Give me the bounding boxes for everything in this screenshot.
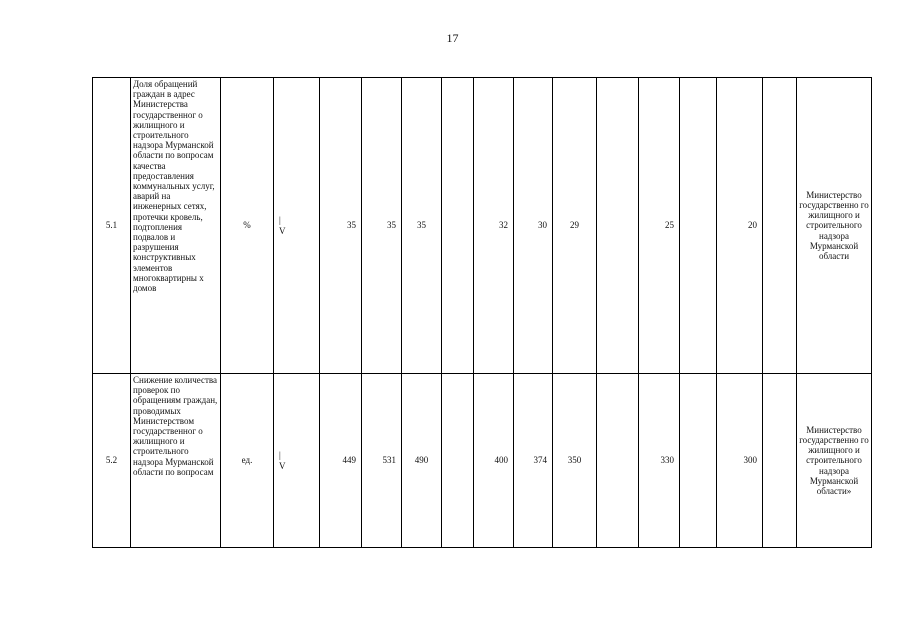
responsible-cell: Министерство государственно го жилищного и строительного надзора Мурманской области»	[797, 374, 872, 548]
value-cell: 300	[717, 374, 763, 548]
unit-cell: ед.	[221, 374, 274, 548]
value-cell	[597, 78, 639, 374]
value-cell: 35	[362, 78, 402, 374]
value-cell	[763, 78, 797, 374]
value-cell: 32	[474, 78, 514, 374]
responsible-cell: Министерство государственно го жилищного и строительного надзора Мурманской области	[797, 78, 872, 374]
direction-bar-glyph: |	[279, 450, 281, 461]
unit-cell: %	[221, 78, 274, 374]
value-cell: 29	[553, 78, 597, 374]
value-cell: 25	[639, 78, 680, 374]
value-cell: 35	[402, 78, 442, 374]
value-cell: 374	[514, 374, 553, 548]
table-row	[93, 78, 872, 374]
value-cell: 531	[362, 374, 402, 548]
value-cell: 20	[717, 78, 763, 374]
value-cell: 330	[639, 374, 680, 548]
value-cell	[763, 374, 797, 548]
row-number: 5.1	[93, 78, 131, 374]
direction-cell	[274, 78, 320, 374]
indicator-name: Доля обращений граждан в адрес Министерства государственног о жилищного и строительного надзора Мурманской области по вопросам качества предоставления коммунальных услуг, аварий на инженерных сетях, протечки кровель, подтопления подвалов и разрушения конструктивных элементов многоквартирны х домов	[131, 78, 221, 374]
row-number: 5.2	[93, 374, 131, 548]
indicator-name: Снижение количества проверок по обращениям граждан, проводимых Министерством государственног о жилищного и строительного надзора Мурманской области по вопросам	[131, 374, 221, 548]
value-cell: 490	[402, 374, 442, 548]
value-cell: 350	[553, 374, 597, 548]
table-row	[93, 374, 872, 548]
value-cell	[442, 78, 474, 374]
page-number: 17	[446, 31, 459, 45]
value-cell	[442, 374, 474, 548]
value-cell: 30	[514, 78, 553, 374]
direction-cell	[274, 374, 320, 548]
value-cell: 400	[474, 374, 514, 548]
direction-arrow-icon: V	[279, 225, 286, 236]
direction-bar-glyph: |	[279, 215, 281, 226]
value-cell	[680, 78, 717, 374]
value-cell	[680, 374, 717, 548]
indicators-table	[92, 77, 872, 548]
value-cell: 35	[320, 78, 362, 374]
value-cell	[597, 374, 639, 548]
value-cell: 449	[320, 374, 362, 548]
direction-arrow-icon: V	[279, 460, 286, 471]
